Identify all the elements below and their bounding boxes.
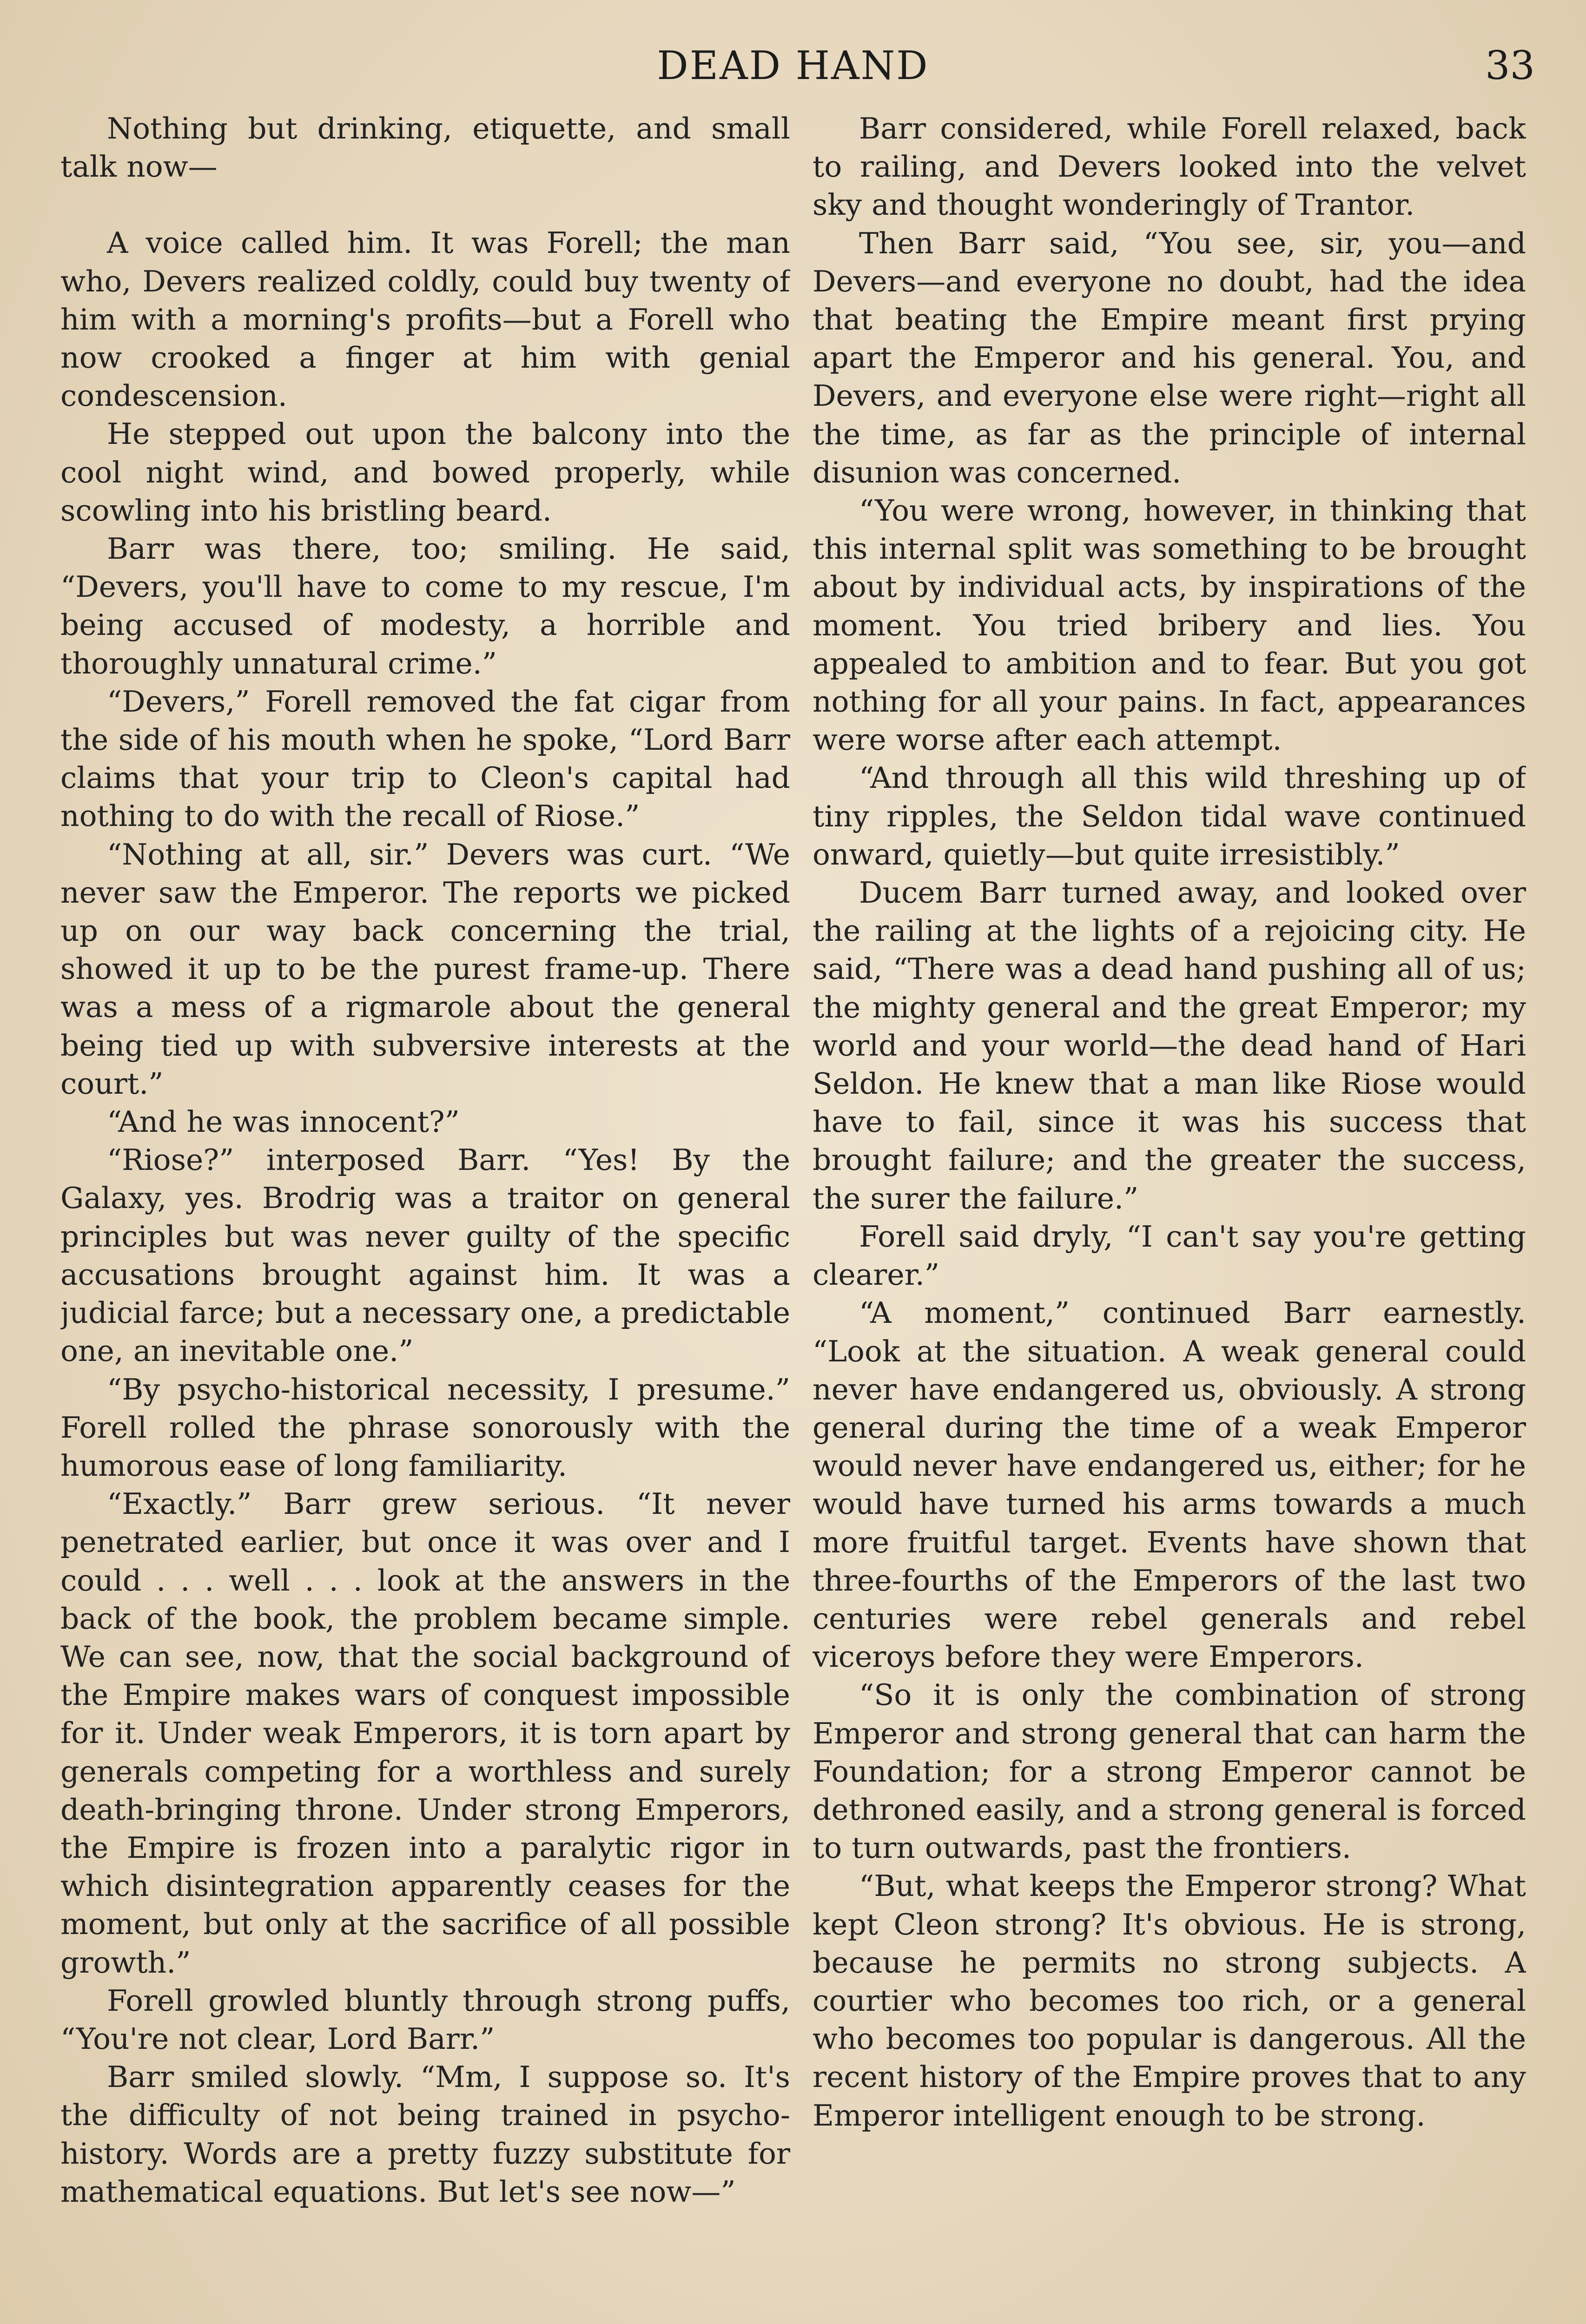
paragraph: Barr considered, while Forell relaxed, back to railing, and Devers looked into the velvet sky and thought wonderingly of Trantor. xyxy=(813,112,1526,222)
running-title: DEAD HAND xyxy=(657,43,929,88)
paragraph: “And he was innocent?” xyxy=(107,1105,460,1139)
paragraph: Barr smiled slowly. “Mm, I suppose so. It's the difficulty of not being trained in psycho-history. Words are a pretty fuzzy substitute for mathematical equations. But let's see now—” xyxy=(60,2060,790,2209)
page-header xyxy=(0,43,1586,94)
paragraph: “Exactly.” Barr grew serious. “It never penetrated earlier, but once it was over and I could . . . well . . . look at the answers in the back of the book, the problem became simple. We can see, now, that the social background of the Empire makes wars of conquest impossible for it. Under weak Emperors, it is torn apart by generals competing for a worthless and surely death-bringing throne. Under strong Emperors, the Empire is frozen into a paralytic rigor in which disintegration apparently ceases for the moment, but only at the sacrifice of all possible growth.” xyxy=(60,1487,790,1980)
paragraph: Barr was there, too; smiling. He said, “Devers, you'll have to come to my rescue, I'm being accused of modesty, a horrible and thoroughly unnatural crime.” xyxy=(60,532,790,680)
paragraph: “You were wrong, however, in thinking that this internal split was something to be brought about by individual acts, by inspirations of the moment. You tried bribery and lies. You appealed to ambition and to fear. But you got nothing for all your pains. In fact, appearances were worse after each attempt. xyxy=(813,494,1526,757)
paragraph: “So it is only the combination of strong Emperor and strong general that can harm the Foundation; for a strong Emperor cannot be dethroned easily, and a strong general is forced to turn outwards, past the frontiers. xyxy=(813,1678,1526,1865)
paragraph: He stepped out upon the balcony into the cool night wind, and bowed properly, while scowling into his bristling beard. xyxy=(60,417,790,528)
text-columns xyxy=(0,110,1586,2324)
paragraph: “But, what keeps the Emperor strong? What kept Cleon strong? It's obvious. He is strong, because he permits no strong subjects. A courtier who becomes too rich, or a general who becomes too popular is dangerous. All the recent history of the Empire proves that to any Emperor intelligent enough to be strong. xyxy=(813,1869,1526,2133)
paragraph: “And through all this wild threshing up of tiny ripples, the Seldon tidal wave continued onward, quietly—but quite irresistibly.” xyxy=(813,761,1526,872)
paragraph: Forell growled bluntly through strong puffs, “You're not clear, Lord Barr.” xyxy=(60,1983,790,2056)
right-column xyxy=(813,110,1526,2324)
paragraph: Then Barr said, “You see, sir, you—and Devers—and everyone no doubt, had the idea that beating the Empire meant first prying apart the Emperor and his general. You, and Devers, and everyone else were right—right all the time, as far as the principle of internal disunion was concerned. xyxy=(813,226,1526,489)
paragraph: “Riose?” interposed Barr. “Yes! By the Galaxy, yes. Brodrig was a traitor on general principles but was never guilty of the specific accusations brought against him. It was a judicial farce; but a necessary one, a predictable one, an inevitable one.” xyxy=(60,1143,790,1368)
paragraph: “A moment,” continued Barr earnestly. “Look at the situation. A weak general could never have endangered us, obviously. A strong general during the time of a weak Emperor would never have endangered us, either; for he would have turned his arms towards a much more fruitful target. Events have shown that three-fourths of the Emperors of the last two centuries were rebel generals and rebel viceroys before they were Emperors. xyxy=(813,1296,1526,1674)
paragraph: “Nothing at all, sir.” Devers was curt. “We never saw the Emperor. The reports we picked up on our way back concerning the trial, showed it up to be the purest frame-up. There was a mess of a rigmarole about the general being tied up with subversive interests at the court.” xyxy=(60,837,790,1101)
paragraph: “By psycho-historical necessity, I presume.” Forell rolled the phrase sonorously with the humorous ease of long familiarity. xyxy=(60,1372,790,1483)
paragraph: A voice called him. It was Forell; the man who, Devers realized coldly, could buy twenty of him with a morning's profits—but a Forell who now crooked a finger at him with genial condescension. xyxy=(60,226,790,413)
left-column xyxy=(60,110,790,2324)
paragraph: Nothing but drinking, etiquette, and small talk now— xyxy=(60,112,790,184)
paragraph: Forell said dryly, “I can't say you're getting clearer.” xyxy=(813,1219,1526,1292)
paragraph: “Devers,” Forell removed the fat cigar from the side of his mouth when he spoke, “Lord Barr claims that your trip to Cleon's capital had nothing to do with the recall of Riose.” xyxy=(60,684,790,833)
paragraph: Ducem Barr turned away, and looked over the railing at the lights of a rejoicing city. He said, “There was a dead hand pushing all of us; the mighty general and the great Emperor; my world and your world—the dead hand of Hari Seldon. He knew that a man like Riose would have to fail, since it was his success that brought failure; and the greater the success, the surer the failure.” xyxy=(813,876,1526,1215)
page-number: 33 xyxy=(1485,43,1535,88)
